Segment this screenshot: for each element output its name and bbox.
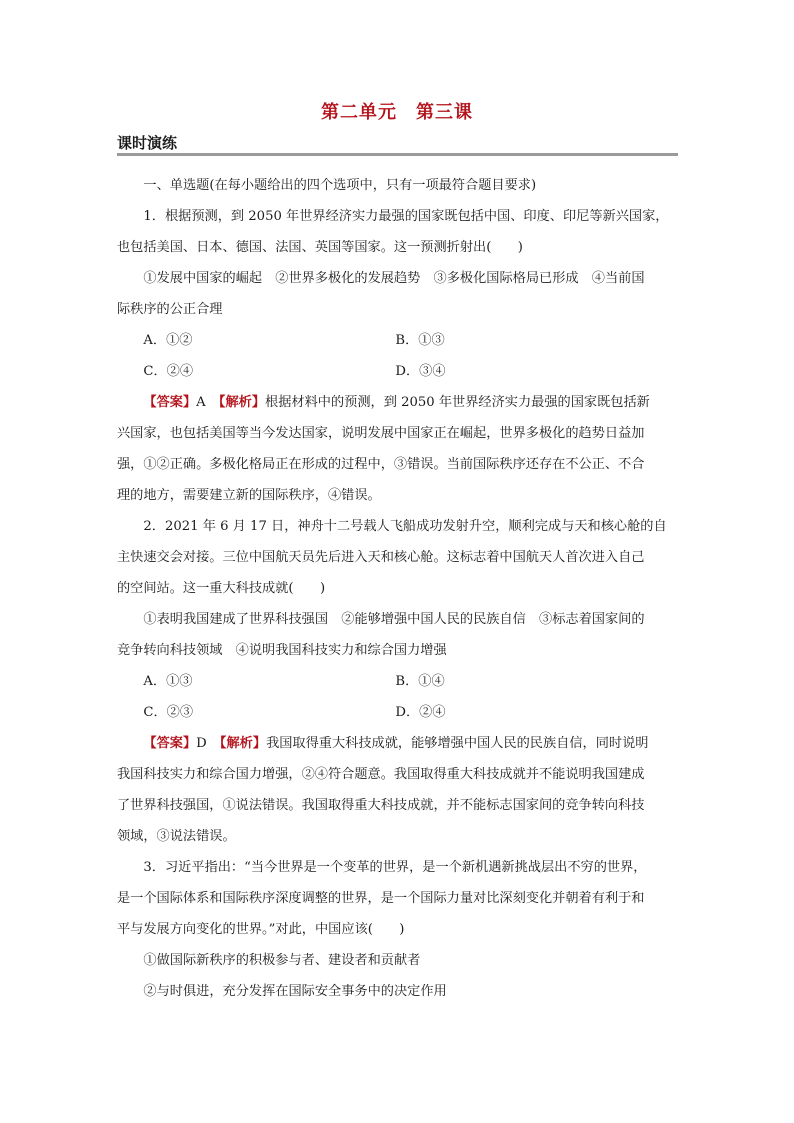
statement-line: ①发展中国家的崛起 ②世界多极化的发展趋势 ③多极化国际格局已形成 ④当前国: [143, 271, 645, 286]
section-divider: [117, 153, 678, 156]
answer-paragraph: [117, 387, 678, 418]
answer-tag: 【答案】: [143, 736, 197, 751]
statement-line: ①做国际新秩序的积极参与者、建设者和贡献者: [143, 953, 421, 968]
question-1: [117, 201, 678, 511]
analysis-line: 根据材料中的预测，到 2050 年世界经济实力最强的国家既包括新: [265, 395, 650, 410]
analysis-line: 领域，③说法错误。: [117, 829, 236, 844]
analysis-line: 我国取得重大科技成就，能够增强中国人民的民族自信，同时说明: [266, 736, 649, 751]
question-stem-line: 平与发展方向变化的世界。”对此，中国应该( ): [117, 922, 405, 937]
option-c: C．②④: [143, 364, 194, 379]
options-row: [117, 697, 678, 728]
page-title: 第二单元 第三课: [321, 102, 473, 123]
question-stem-line: 的空间站。这一重大科技成就( ): [117, 581, 326, 596]
options-row: [117, 356, 678, 387]
statement-line: ①表明我国建成了世界科技强国 ②能够增强中国人民的民族自信 ③标志着国家间的: [143, 612, 645, 627]
answer-value: A: [196, 395, 206, 410]
analysis-line: 了世界科技强国，①说法错误。我国取得重大科技成就，并不能标志国家间的竞争转向科技: [117, 798, 645, 813]
question-stem-line: 主快速交会对接。三位中国航天员先后进入天和核心舱。这标志着中国航天人首次进入自己: [117, 550, 645, 565]
question-stem-line: 是一个国际体系和国际秩序深度调整的世界，是一个国际力量对比深刻变化并朝着有利于和: [117, 891, 645, 906]
question-stem-line: 1．根据预测，到 2050 年世界经济实力最强的国家既包括中国、印度、印尼等新兴国家，: [143, 209, 669, 224]
answer-paragraph: [117, 728, 678, 759]
analysis-line: 兴国家，也包括美国等当今发达国家，说明发展中国家正在崛起，世界多极化的趋势日益加: [117, 426, 645, 441]
answer-value: D: [196, 736, 207, 751]
option-a: A．①②: [143, 333, 193, 348]
question-3: [117, 852, 678, 1007]
section-label: 课时演练: [117, 134, 178, 152]
question-2: [117, 511, 678, 852]
instructions: 一、单选题(在每小题给出的四个选项中，只有一项最符合题目要求): [143, 178, 537, 193]
statement-line: ②与时俱进，充分发挥在国际安全事务中的决定作用: [143, 984, 447, 999]
analysis-line: 理的地方，需要建立新的国际秩序，④错误。: [117, 488, 381, 503]
question-stem-line: 3．习近平指出：“当今世界是一个变革的世界，是一个新机遇新挑战层出不穷的世界，: [143, 860, 647, 875]
analysis-tag: 【解析】: [219, 736, 267, 751]
analysis-line: 强，①②正确。多极化格局正在形成的过程中，③错误。当前国际秩序还存在不公正、不合: [117, 457, 645, 472]
question-stem-line: 2．2021 年 6 月 17 日，神舟十二号载人飞船成功发射升空，顺利完成与天和核心舱的自: [143, 519, 667, 534]
option-d: D．②④: [395, 705, 446, 720]
analysis-tag: 【解析】: [218, 395, 266, 410]
option-a: A．①③: [143, 674, 193, 689]
options-row: [117, 325, 678, 356]
answer-tag: 【答案】: [143, 395, 197, 410]
analysis-line: 我国科技实力和综合国力增强，②④符合题意。我国取得重大科技成就并不能说明我国建成: [117, 767, 645, 782]
question-stem-line: 也包括美国、日本、德国、法国、英国等国家。这一预测折射出( ): [117, 240, 523, 255]
options-row: [117, 666, 678, 697]
option-b: B．①④: [395, 674, 445, 689]
option-d: D．③④: [395, 364, 446, 379]
statement-line: 竞争转向科技领域 ④说明我国科技实力和综合国力增强: [117, 643, 447, 658]
option-b: B．①③: [395, 333, 445, 348]
content-body: [117, 170, 678, 1007]
option-c: C．②③: [143, 705, 194, 720]
statement-line: 际秩序的公正合理: [117, 302, 223, 317]
